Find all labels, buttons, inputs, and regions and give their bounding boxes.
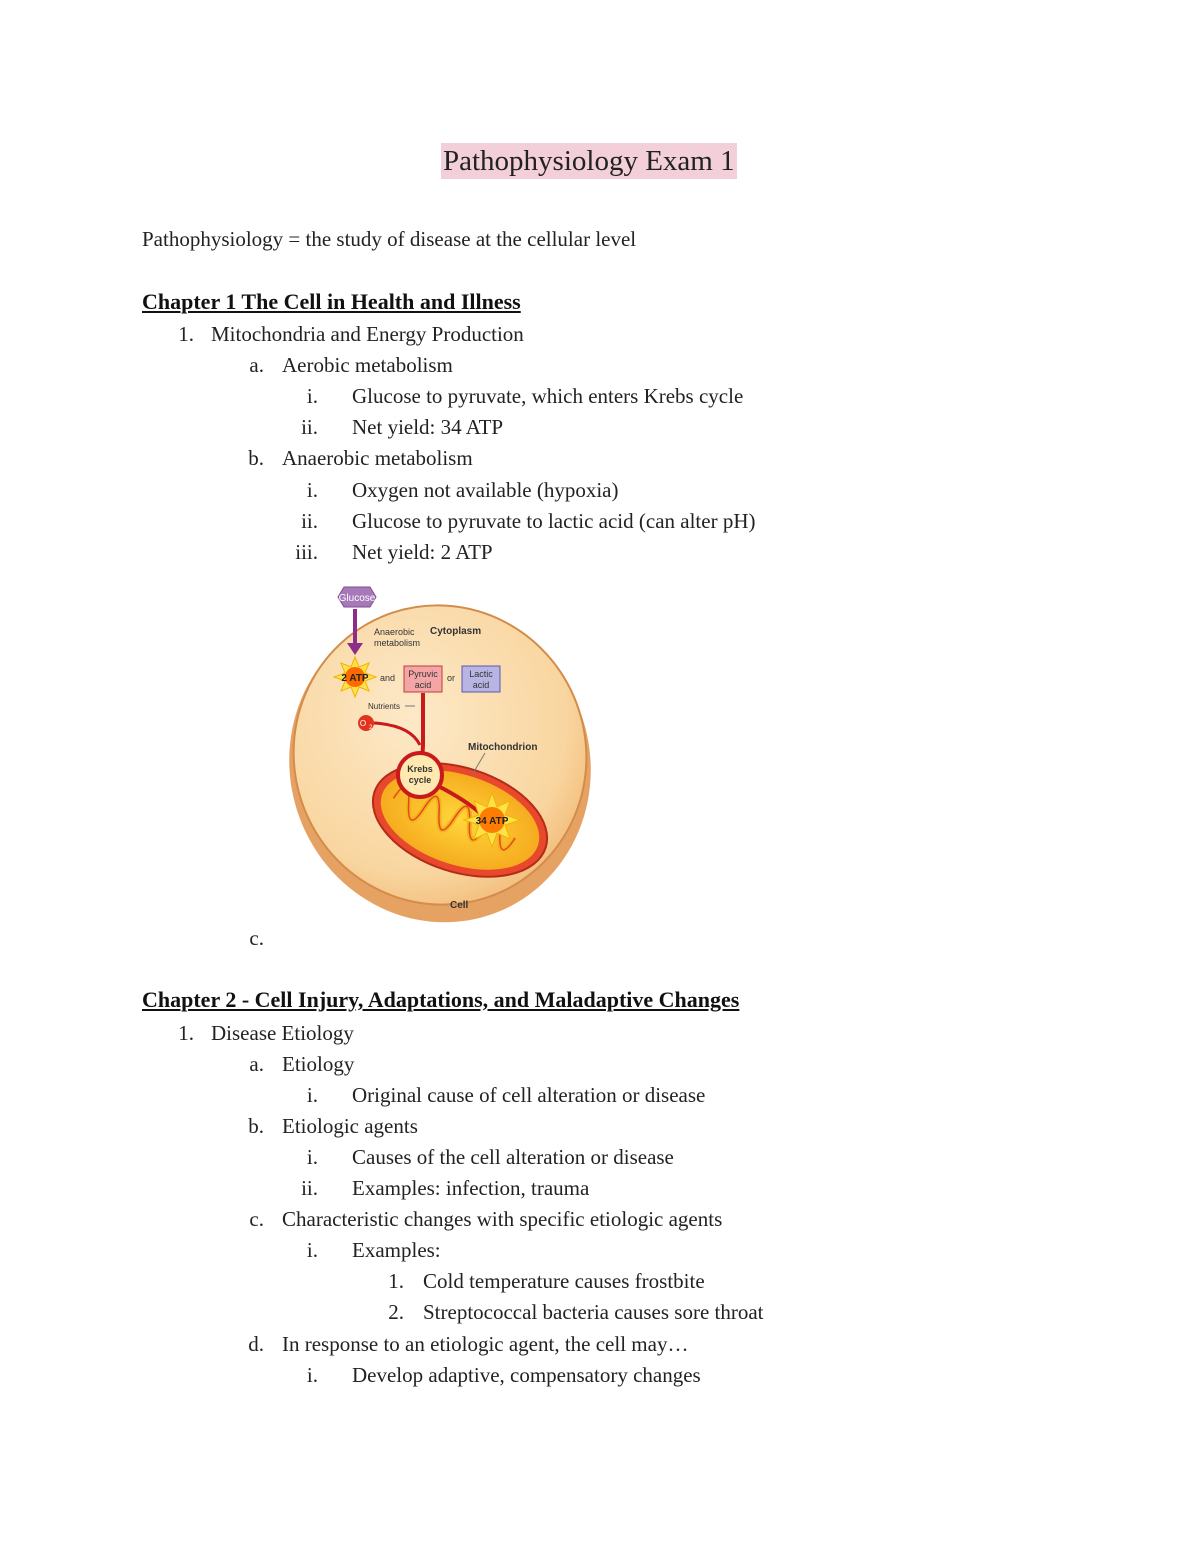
atp2-label: 2 ATP [341,673,369,684]
list-marker: b. [248,446,264,470]
atp34-label: 34 ATP [475,816,509,827]
list-item: Net yield: 2 ATP [352,540,493,564]
chapter-2-heading: Chapter 2 - Cell Injury, Adaptations, and Maladaptive Changes [142,987,740,1012]
list-item: Etiology [282,1052,355,1076]
cell-label: Cell [450,900,469,911]
list-marker: d. [248,1332,264,1356]
list-marker: i. [306,1363,318,1387]
anaerobic-label: metabolism [374,638,421,648]
list-marker: iii. [295,540,318,564]
list-marker: ii. [301,509,318,533]
list-item: Net yield: 34 ATP [352,415,504,439]
list-marker: a. [249,1052,264,1076]
list-item: Examples: [352,1238,441,1262]
lactic-label: acid [472,680,490,690]
list-marker: a. [249,353,264,377]
list-item: Aerobic metabolism [282,353,453,377]
anaerobic-arrow [353,609,357,645]
list-item: Cold temperature causes frostbite [423,1269,705,1293]
document-title: Pathophysiology Exam 1 [443,145,735,177]
list-marker: i. [306,1238,318,1262]
list-item: Anaerobic metabolism [282,446,473,470]
list-marker: i. [306,478,318,502]
nutrients-label: Nutrients [368,702,401,711]
list-marker: ii. [301,415,318,439]
mitochondrion-label: Mitochondrion [468,742,538,753]
list-marker: i. [306,384,318,408]
list-item: Develop adaptive, compensatory changes [352,1363,701,1387]
list-item: Disease Etiology [211,1021,354,1045]
list-marker: b. [248,1114,264,1138]
list-item: Etiologic agents [282,1114,418,1138]
list-item: Glucose to pyruvate to lactic acid (can alter pH) [352,509,756,533]
list-item: Characteristic changes with specific etiologic agents [282,1207,723,1231]
list-item: Causes of the cell alteration or disease [352,1145,674,1169]
oxygen-label: O [359,719,367,728]
list-marker: c. [249,1207,264,1231]
krebs-label: cycle [408,775,432,785]
list-item: Streptococcal bacteria causes sore throat [423,1300,764,1324]
and-label: and [380,673,396,683]
list-item: In response to an etiologic agent, the cell may… [282,1332,689,1356]
cytoplasm-label: Cytoplasm [430,626,482,637]
pyruvic-label: acid [414,680,432,690]
list-marker: 1. [178,322,194,346]
list-marker: ii. [301,1176,318,1200]
cell-metabolism-figure [280,575,600,925]
list-item: Mitochondria and Energy Production [211,322,524,346]
list-item: Oxygen not available (hypoxia) [352,478,619,502]
intro-definition: Pathophysiology = the study of disease at the cellular level [142,227,637,251]
chapter-1-heading: Chapter 1 The Cell in Health and Illness [142,289,521,314]
glucose-label: Glucose [338,593,376,604]
pyruvic-label: Pyruvic [408,669,438,679]
list-marker: i. [306,1083,318,1107]
list-marker: 1. [388,1269,404,1293]
or-label: or [447,673,456,683]
list-item: Examples: infection, trauma [352,1176,590,1200]
list-marker: i. [306,1145,318,1169]
list-item: Glucose to pyruvate, which enters Krebs cycle [352,384,744,408]
lactic-label: Lactic [469,669,493,679]
anaerobic-label: Anaerobic [374,627,415,637]
oxygen-subscript: 2 [369,725,373,731]
krebs-label: Krebs [407,764,433,774]
list-marker: c. [249,926,264,950]
list-marker: 1. [178,1021,194,1045]
list-marker: 2. [388,1300,404,1324]
list-item: Original cause of cell alteration or disease [352,1083,706,1107]
